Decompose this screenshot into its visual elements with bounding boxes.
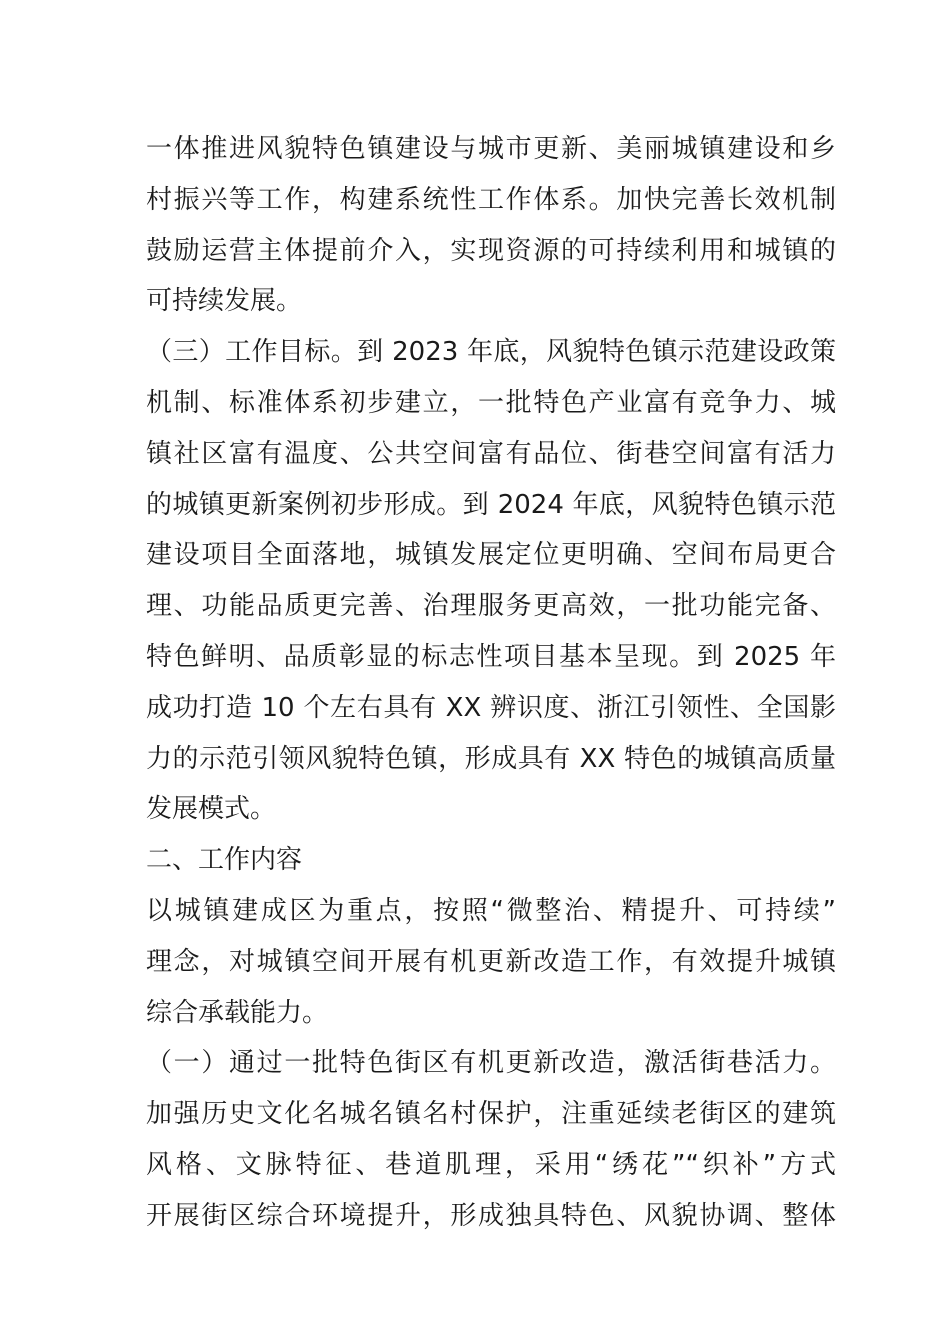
text-line: 理念，对城镇空间开展有机更新改造工作，有效提升城镇: [146, 946, 836, 977]
text-line: 镇社区富有温度、公共空间富有品位、街巷空间富有活力: [146, 438, 836, 469]
text-line: 建设项目全面落地，城镇发展定位更明确、空间布局更合: [146, 540, 836, 571]
text-line: 以城镇建成区为重点，按照“微整治、精提升、可持续”: [146, 895, 836, 926]
text-line: 的城镇更新案例初步形成。到 2024 年底，风貌特色镇示范: [146, 489, 836, 520]
text-line: 成功打造 10 个左右具有 XX 辨识度、浙江引领性、全国影: [146, 692, 836, 723]
text-line: 特色鲜明、品质彰显的标志性项目基本呈现。到 2025 年: [146, 641, 836, 672]
section-heading-work-content: 二、工作内容: [146, 845, 303, 876]
text-line: 村振兴等工作，构建系统性工作体系。加快完善长效机制: [146, 184, 836, 215]
section-heading-goals: （三）工作目标。到 2023 年底，风貌特色镇示范建设政策: [146, 337, 836, 368]
text-line: 机制、标准体系初步建立，一批特色产业富有竞争力、城: [146, 387, 836, 418]
text-line: 发展模式。: [146, 794, 277, 825]
text-line: 鼓励运营主体提前介入，实现资源的可持续利用和城镇的: [146, 235, 836, 266]
text-line: 可持续发展。: [146, 286, 303, 317]
text-line: 风格、文脉特征、巷道肌理，采用“绣花”“织补”方式: [146, 1149, 836, 1180]
document-body: [146, 124, 836, 1242]
text-line: 加强历史文化名城名镇名村保护，注重延续老街区的建筑: [146, 1099, 836, 1130]
text-line: 力的示范引领风貌特色镇，形成具有 XX 特色的城镇高质量: [146, 743, 836, 774]
text-line: 综合承载能力。: [146, 997, 329, 1028]
text-line: 理、功能品质更完善、治理服务更高效，一批功能完备、: [146, 591, 836, 622]
text-line: 开展街区综合环境提升，形成独具特色、风貌协调、整体: [146, 1200, 836, 1231]
text-line: 一体推进风貌特色镇建设与城市更新、美丽城镇建设和乡: [146, 134, 836, 164]
section-heading-street-renewal: （一）通过一批特色街区有机更新改造，激活街巷活力。: [146, 1048, 836, 1079]
